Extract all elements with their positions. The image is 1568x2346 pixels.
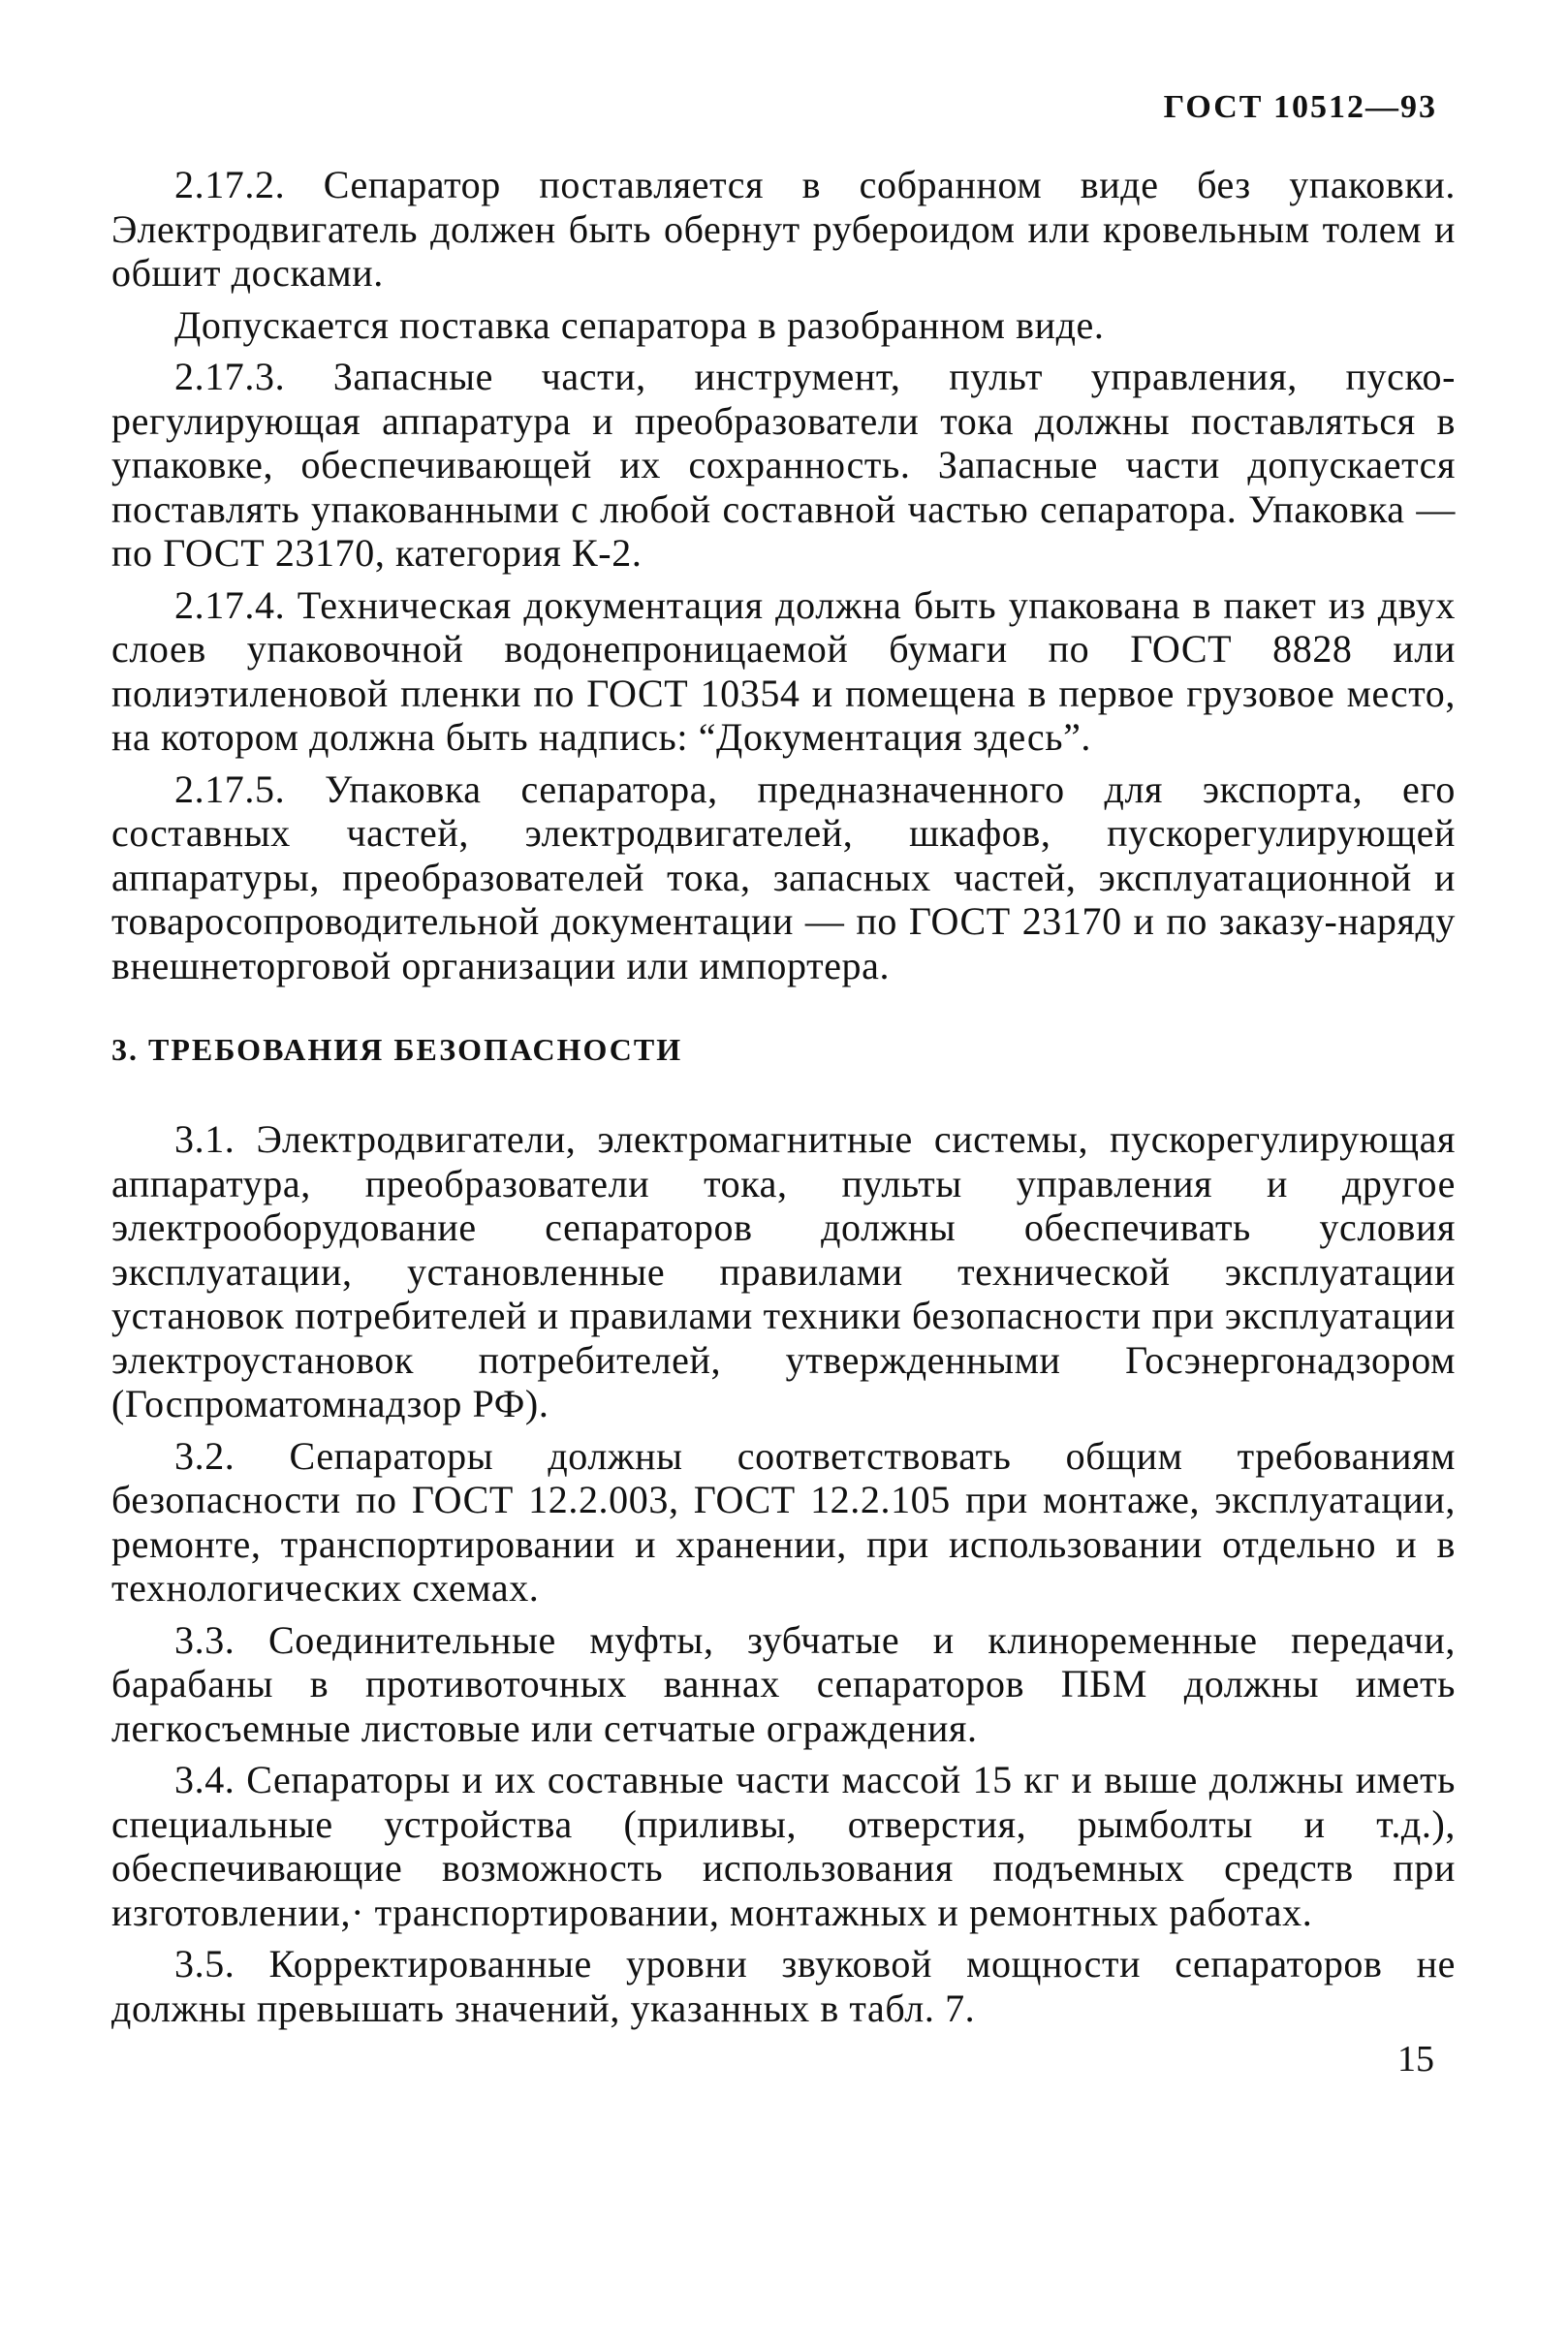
paragraph-2-17-2: 2.17.2. Сепаратор поставляется в собранном виде без упаковки. Электродвигатель должен быть обернут рубероидом или кровельным толем и обшит досками. — [111, 163, 1456, 295]
paragraph-3-2: 3.2. Сепараторы должны соответствовать общим требованиям безопасности по ГОСТ 12.2.003, ГОСТ 12.2.105 при монтаже, эксплуатации, ремонте, транспортировании и хранении, при использовании отдельно и в технологических схемах. — [111, 1433, 1456, 1610]
paragraph-3-4: 3.4. Сепараторы и их составные части массой 15 кг и выше должны иметь специальные устройства (приливы, отверстия, рымболты и т.д.), обеспечивающие возможность использования подъемных средств при изготовлении,· транспортировании, монтажных и ремонтных работах. — [111, 1758, 1456, 1934]
paragraph-3-1: 3.1. Электродвигатели, электромагнитные системы, пускорегулирующая аппаратура, преобразователи тока, пульты управления и другое электрооборудование сепараторов должны обеспечивать условия эксплуатации, установленные правилами технической эксплуатации установок потребителей и правилами техники безопасности при эксплуатации электроустановок потребителей, утвержденными Госэнергонадзором (Госпроматомнадзор РФ). — [111, 1117, 1456, 1425]
paragraph-2-17-5: 2.17.5. Упаковка сепаратора, предназначенного для экспорта, его составных частей, электродвигателей, шкафов, пускорегулирующей аппаратуры, преобразователей тока, запасных частей, эксплуатационной и товаросопроводительной документации — по ГОСТ 23170 и по заказу-наряду внешнеторговой организации или импортера. — [111, 766, 1456, 987]
page-header-standard: ГОСТ 10512—93 — [1163, 89, 1437, 125]
paragraph-3-5: 3.5. Корректированные уровни звуковой мощности сепараторов не должны превышать значений, указанных в табл. 7. — [111, 1942, 1456, 2030]
paragraph-2-17-3: 2.17.3. Запасные части, инструмент, пульт управления, пуско-регулирующая аппаратура и преобразователи тока должны поставляться в упаковке, обеспечивающей их сохранность. Запасные части допускается поставлять упакованными с любой составной частью сепаратора. Упаковка — по ГОСТ 23170, категория К-2. — [111, 355, 1456, 575]
paragraph-3-3: 3.3. Соединительные муфты, зубчатые и клиноременные передачи, барабаны в противоточных ваннах сепараторов ПБМ должны иметь легкосъемные листовые или сетчатые ограждения. — [111, 1617, 1456, 1750]
paragraph-2-17-4: 2.17.4. Техническая документация должна быть упакована в пакет из двух слоев упаковочной водонепроницаемой бумаги по ГОСТ 8828 или полиэтиленовой пленки по ГОСТ 10354 и помещена в первое грузовое место, на котором должна быть надпись: “Документация здесь”. — [111, 582, 1456, 759]
page-number: 15 — [1397, 2039, 1434, 2080]
section-3-title: 3. ТРЕБОВАНИЯ БЕЗОПАСНОСТИ — [111, 1032, 683, 1067]
paragraph-2-17-2-note: Допускается поставка сепаратора в разобранном виде. — [174, 302, 1105, 347]
document-body — [111, 163, 1456, 2038]
